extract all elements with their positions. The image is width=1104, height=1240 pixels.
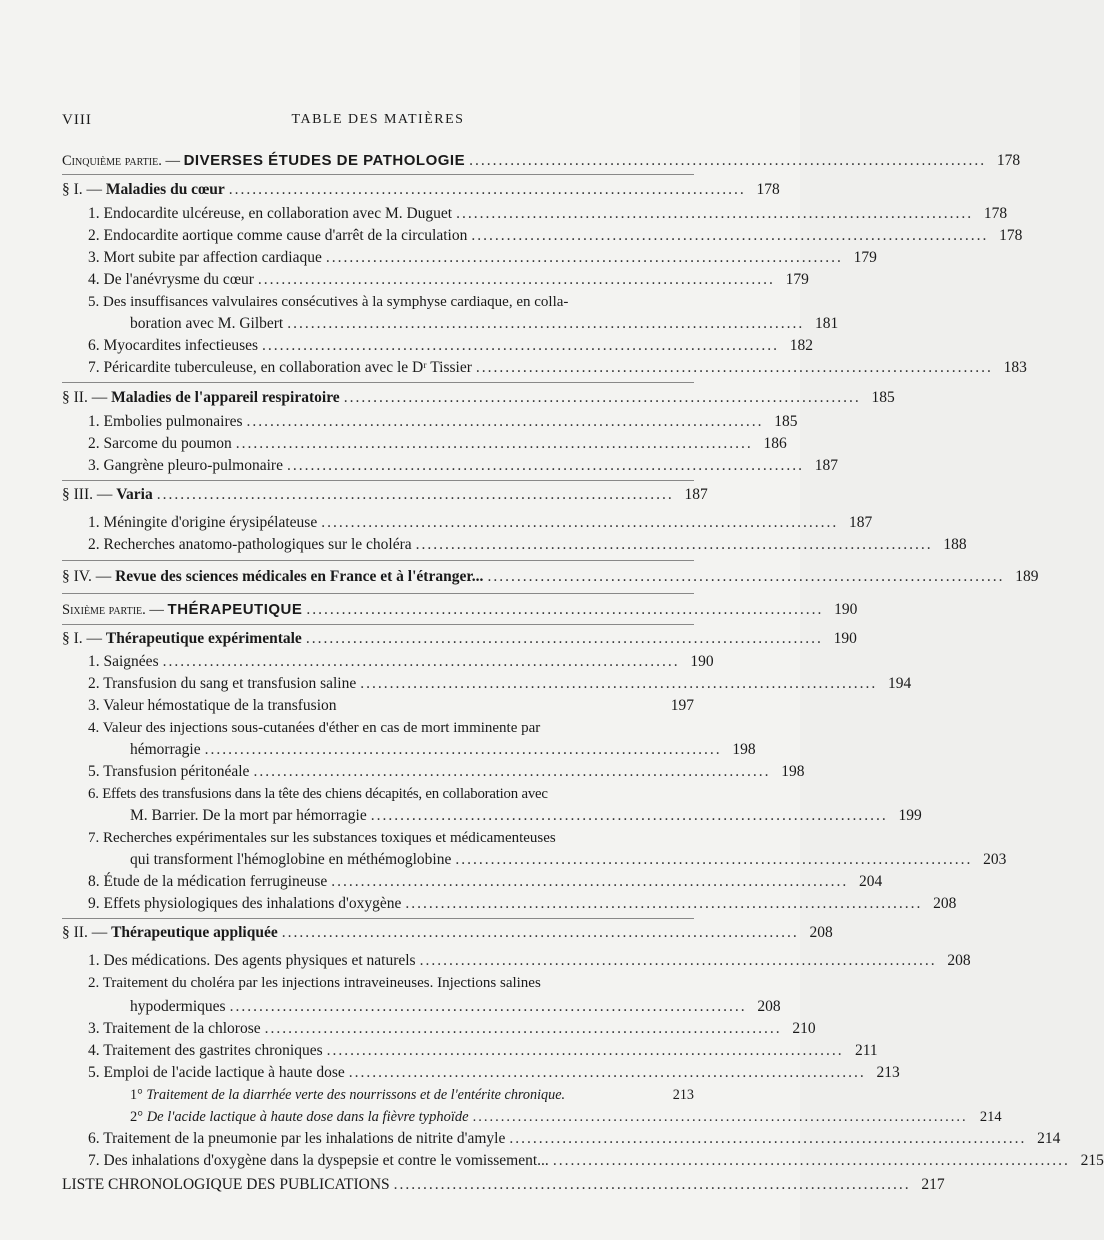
toc-entry-final: LISTE CHRONOLOGIQUE DES PUBLICATIONS ........................................................................................ 217: [62, 1174, 694, 1196]
entry-text: 1. Embolies pulmonaires: [88, 413, 243, 430]
entry-text: 4. Traitement des gastrites chroniques: [88, 1042, 323, 1059]
section-label: § I. —: [62, 630, 106, 647]
section-title: Thérapeutique expérimentale: [105, 630, 302, 647]
toc-subentry: 2° De l'acide lactique à haute dose dans la fièvre typhoïde ........................................................................................ 214: [62, 1106, 694, 1128]
toc-entry: 3. Traitement de la chlorose ........................................................................................ 210: [62, 1018, 694, 1040]
page-number: 178: [996, 152, 1021, 169]
entry-text: 7. Péricardite tuberculeuse, en collaboration avec le Dʳ Tissier: [88, 359, 472, 376]
section-heading: § IV. — Revue des sciences médicales en France et à l'étranger... ........................................................................................ 189: [62, 566, 694, 588]
toc-entry: 4. Traitement des gastrites chroniques ........................................................................................ 211: [62, 1040, 694, 1062]
page-number: 204: [859, 873, 883, 890]
page-number: 190: [690, 653, 714, 670]
page-number: 185: [774, 413, 798, 430]
page-number: 178: [756, 181, 780, 198]
entry-text: 1. Endocardite ulcéreuse, en collaboration avec M. Duguet: [88, 205, 453, 222]
entry-text: 2. Recherches anatomo-pathologiques sur le choléra: [88, 536, 412, 553]
toc-entry: 7. Des inhalations d'oxygène dans la dyspepsie et contre le vomissement... ........................................................................................ 215: [62, 1150, 694, 1172]
entry-text: boration avec M. Gilbert: [130, 315, 284, 332]
section-label: § II. —: [62, 389, 112, 406]
toc-entry-line: 7. Recherches expérimentales sur les substances toxiques et médicamenteuses: [88, 830, 556, 846]
page-number: 187: [814, 457, 838, 474]
toc-entry: 3. Mort subite par affection cardiaque ........................................................................................ 179: [62, 247, 694, 269]
subentry-number: 2°: [130, 1109, 147, 1125]
part-title: DIVERSES ÉTUDES DE PATHOLOGIE: [183, 152, 466, 169]
toc-entry-line: 6. Effets des transfusions dans la tête des chiens décapités, en collaboration avec: [88, 786, 548, 802]
section-title: Varia: [116, 486, 153, 503]
part-heading: Sixième partie. — THÉRAPEUTIQUE ........................................................................................ 190: [62, 599, 694, 621]
toc-entry: 7. Péricardite tuberculeuse, en collaboration avec le Dʳ Tissier ........................................................................................ 183: [62, 357, 694, 379]
page-number: 214: [979, 1109, 1002, 1125]
page-number: 190: [834, 601, 858, 618]
section-heading: § I. — Thérapeutique expérimentale ........................................................................................ 190: [62, 628, 694, 650]
page-number: 199: [898, 807, 922, 824]
page-number: 214: [1037, 1130, 1061, 1147]
entry-text: 7. Des inhalations d'oxygène dans la dyspepsie et contre le vomissement...: [88, 1152, 549, 1169]
section-rule: [62, 593, 694, 594]
toc-entry: 3. Gangrène pleuro-pulmonaire ........................................................................................ 187: [62, 455, 694, 477]
section-heading: § II. — Maladies de l'appareil respiratoire ........................................................................................ 185: [62, 387, 694, 409]
page-number: 178: [983, 205, 1008, 222]
toc-entry: 1. Embolies pulmonaires ........................................................................................ 185: [62, 411, 694, 433]
entry-text: hémorragie: [130, 741, 201, 758]
section-heading: § III. — Varia ........................................................................................ 187: [62, 484, 694, 506]
page-number: 213: [876, 1064, 900, 1081]
toc-entry: [62, 695, 694, 717]
entry-text: qui transforment l'hémoglobine en méthémoglobine: [130, 851, 452, 868]
toc-entry: 8. Étude de la médication ferrugineuse ........................................................................................ 204: [62, 871, 694, 893]
toc-entry: 2. Recherches anatomo-pathologiques sur le choléra ........................................................................................ 188: [62, 534, 694, 556]
part-prefix: Cinquième partie. —: [62, 153, 184, 169]
section-heading: § I. — Maladies du cœur ........................................................................................ 178: [62, 179, 694, 201]
entry-text: 3. Valeur hémostatique de la transfusion: [88, 697, 337, 714]
entry-text: 6. Traitement de la pneumonie par les inhalations de nitrite d'amyle: [88, 1130, 506, 1147]
page-number: 194: [887, 675, 912, 692]
toc-entry: 4. De l'anévrysme du cœur ........................................................................................ 179: [62, 269, 694, 291]
page-number: 208: [933, 895, 957, 912]
section-label: § III. —: [62, 486, 117, 503]
toc-entry: 9. Effets physiologiques des inhalations d'oxygène ........................................................................................ 208: [62, 893, 694, 915]
section-title: Thérapeutique appliquée: [111, 924, 278, 941]
page-number: 189: [1015, 568, 1039, 585]
page-header: [62, 112, 694, 134]
part-prefix: Sixième partie. —: [62, 602, 168, 618]
section-title: Maladies du cœur: [105, 181, 225, 198]
page-number: 190: [833, 630, 857, 647]
subentry-number: 1°: [130, 1087, 147, 1103]
page-number: 181: [814, 315, 839, 332]
page-number: 203: [983, 851, 1007, 868]
leader-dots: ........................................................................................: [469, 152, 987, 169]
section-label: § IV. —: [62, 568, 116, 585]
toc-entry: 2. Transfusion du sang et transfusion saline ........................................................................................ 194: [62, 673, 694, 695]
page-number: 183: [1003, 359, 1027, 376]
toc-entry: 1. Saignées ........................................................................................ 190: [62, 651, 694, 673]
page-number: 182: [789, 337, 814, 354]
entry-text: M. Barrier. De la mort par hémorragie: [130, 807, 367, 824]
entry-text: 9. Effets physiologiques des inhalations d'oxygène: [88, 895, 402, 912]
toc-entry: 1. Méningite d'origine érysipélateuse ........................................................................................ 187: [62, 512, 694, 534]
entry-text: 5. Transfusion péritonéale: [88, 763, 250, 780]
entry-text: 1. Des médications. Des agents physiques et naturels: [88, 952, 416, 969]
toc-entry-line: 5. Des insuffisances valvulaires consécutives à la symphyse cardiaque, en colla-: [88, 294, 569, 310]
entry-text: 6. Myocardites infectieuses: [88, 337, 259, 354]
section-title: Revue des sciences médicales en France et à l'étranger...: [115, 568, 484, 585]
part-title: THÉRAPEUTIQUE: [167, 601, 303, 618]
section-label: § II. —: [62, 924, 112, 941]
toc-entry-line: 2. Traitement du choléra par les injections intraveineuses. Injections salines: [88, 975, 541, 991]
section-heading: § II. — Thérapeutique appliquée ........................................................................................ 208: [62, 922, 694, 944]
page-number: 187: [848, 514, 873, 531]
page-number: 185: [871, 389, 895, 406]
page-number: 211: [854, 1042, 878, 1059]
entry-text: LISTE CHRONOLOGIQUE DES PUBLICATIONS: [62, 1176, 390, 1193]
toc-entry-continuation: M. Barrier. De la mort par hémorragie ........................................................................................ 199: [62, 805, 694, 827]
page-number: 210: [792, 1020, 816, 1037]
page-number: 188: [943, 536, 967, 553]
section-rule: [62, 174, 694, 175]
page-number: 215: [1080, 1152, 1104, 1169]
section-rule: [62, 918, 694, 919]
toc-entry-continuation: hypodermiques ........................................................................................ 208: [62, 996, 694, 1018]
page-number: 198: [781, 763, 805, 780]
page-number: 217: [921, 1176, 945, 1193]
toc-entry-line: 4. Valeur des injections sous-cutanées d'éther en cas de mort imminente par: [88, 720, 541, 736]
page-number: 197: [670, 697, 694, 714]
toc-entry: 2. Endocardite aortique comme cause d'arrêt de la circulation ........................................................................................ 178: [62, 225, 694, 247]
toc-entry: 6. Traitement de la pneumonie par les inhalations de nitrite d'amyle ........................................................................................ 214: [62, 1128, 694, 1150]
page-number: 179: [853, 249, 877, 266]
section-rule: [62, 382, 694, 383]
entry-text: 3. Gangrène pleuro-pulmonaire: [88, 457, 283, 474]
entry-text: 5. Emploi de l'acide lactique à haute dose: [88, 1064, 345, 1081]
entry-text: 2. Endocardite aortique comme cause d'arrêt de la circulation: [88, 227, 468, 244]
entry-text: hypodermiques: [130, 998, 226, 1015]
section-rule: [62, 560, 694, 561]
entry-text: 1. Méningite d'origine érysipélateuse: [88, 514, 318, 531]
section-label: § I. —: [62, 181, 106, 198]
toc-entry: 2. Sarcome du poumon ........................................................................................ 186: [62, 433, 694, 455]
page-number: 178: [999, 227, 1023, 244]
page-number: 208: [947, 952, 971, 969]
entry-text: De l'acide lactique à haute dose dans la fièvre typhoïde: [146, 1109, 469, 1125]
running-title: TABLE DES MATIÈRES: [291, 112, 465, 127]
entry-text: 3. Traitement de la chlorose: [88, 1020, 261, 1037]
toc-entry: 1. Endocardite ulcéreuse, en collaboration avec M. Duguet ........................................................................................ 178: [62, 203, 694, 225]
page-number: 213: [672, 1087, 694, 1103]
entry-text: 8. Étude de la médication ferrugineuse: [88, 873, 328, 890]
toc-entry: 1. Des médications. Des agents physiques et naturels ........................................................................................ 208: [62, 950, 694, 972]
entry-text: 2. Transfusion du sang et transfusion saline: [88, 675, 357, 692]
folio-number: VIII: [62, 112, 92, 128]
page-number: 208: [757, 998, 781, 1015]
page-number: 179: [785, 271, 809, 288]
entry-text: 3. Mort subite par affection cardiaque: [88, 249, 322, 266]
entry-text: 2. Sarcome du poumon: [88, 435, 232, 452]
page-number: 187: [684, 486, 708, 503]
toc-entry-continuation: qui transforment l'hémoglobine en méthémoglobine ........................................................................................ 203: [62, 849, 694, 871]
section-rule: [62, 480, 694, 481]
toc-entry: 6. Myocardites infectieuses ........................................................................................ 182: [62, 335, 694, 357]
toc-entry-continuation: boration avec M. Gilbert ........................................................................................ 181: [62, 313, 694, 335]
toc-entry-continuation: hémorragie ........................................................................................ 198: [62, 739, 694, 761]
toc-subentry: [62, 1084, 694, 1106]
page-number: 208: [809, 924, 833, 941]
toc-entry: 5. Emploi de l'acide lactique à haute dose ........................................................................................ 213: [62, 1062, 694, 1084]
part-heading: [62, 150, 1021, 172]
entry-text: 1. Saignées: [88, 653, 159, 670]
page-number: 198: [732, 741, 756, 758]
section-title: Maladies de l'appareil respiratoire: [111, 389, 340, 406]
entry-text: 4. De l'anévrysme du cœur: [88, 271, 254, 288]
entry-text: Traitement de la diarrhée verte des nourrissons et de l'entérite chronique.: [146, 1087, 566, 1103]
toc-entry: 5. Transfusion péritonéale ........................................................................................ 198: [62, 761, 694, 783]
page-number: 186: [763, 435, 787, 452]
section-rule: [62, 624, 694, 625]
